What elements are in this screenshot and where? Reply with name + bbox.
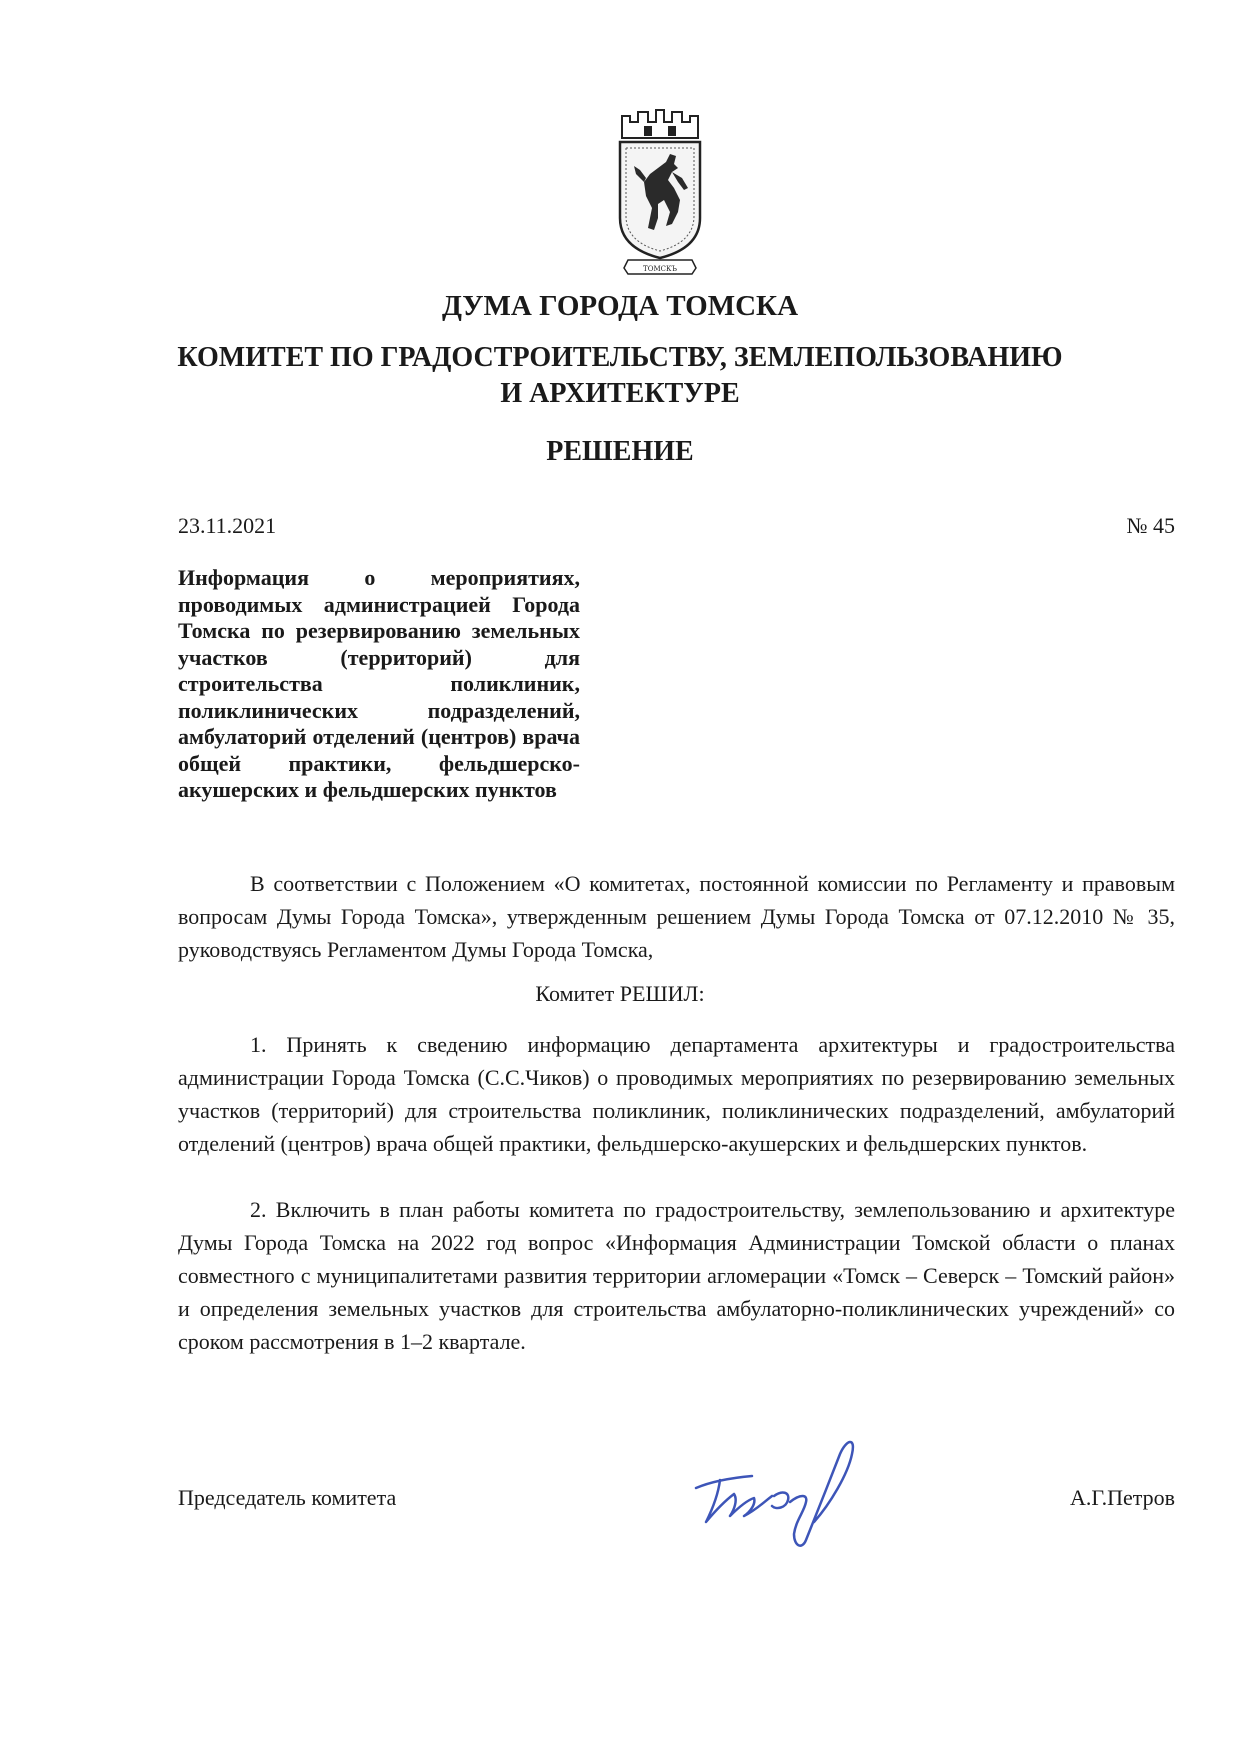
resolution-item-1: 1. Принять к сведению информацию департамента архитектуры и градостроительства администрации Города Томска (С.С.Чиков) о проводимых мероприятиях по резервированию земельных участков (территорий) для строительства поликлиник, поликлинических подразделений, амбулаторий отделений (центров) врача общей практики, фельдшерско-акушерских и фельдшерских пунктов. <box>178 1032 1175 1156</box>
intro-paragraph: В соответствии с Положением «О комитетах, постоянной комиссии по Регламенту и правовым вопросам Думы Города Томска», утвержденным решением Думы Города Томска от 07.12.2010 № 35, руководствуясь Регламентом Думы Города Томска, <box>178 871 1175 962</box>
resolution-item-2: 2. Включить в план работы комитета по градостроительству, землепользованию и архитектуре Думы Города Томска на 2022 год вопрос «Информация Администрации Томской области о планах совместного с муниципалитетами развития территории агломерации «Томск – Северск – Томский район» и определения земельных участков для строительства амбулаторно-поликлинических учреждений» со сроком рассмотрения в 1–2 квартале. <box>178 1197 1175 1354</box>
handwritten-signature-icon <box>690 1430 890 1570</box>
signatory-name: А.Г.Петров <box>1069 1485 1175 1510</box>
committee-title-line1: КОМИТЕТ ПО ГРАДОСТРОИТЕЛЬСТВУ, ЗЕМЛЕПОЛЬЗОВАНИЮ <box>177 342 1063 373</box>
decision-subject: Информация о мероприятиях, проводимых администрацией Города Томска по резервированию земельных участков (территорий) для строительства поликлиник, поликлинических подразделений, амбулаторий отделений (центров) врача общей практики, фельдшерско-акушерских и фельдшерских пунктов <box>178 565 580 802</box>
committee-title-line2: И АРХИТЕКТУРЕ <box>500 378 740 409</box>
decision-date: 23.11.2021 <box>178 513 277 538</box>
committee-title <box>0 340 1240 412</box>
signatory-title: Председатель комитета <box>178 1485 397 1510</box>
doc-type-title: РЕШЕНИЕ <box>546 436 694 467</box>
tomsk-coat-of-arms-icon <box>614 108 706 276</box>
org-title: ДУМА ГОРОДА ТОМСКА <box>441 290 799 322</box>
resolved-line: Комитет РЕШИЛ: <box>535 981 705 1006</box>
decision-number: № 45 <box>1126 513 1175 538</box>
svg-text:ТОМСКЪ: ТОМСКЪ <box>643 265 677 273</box>
